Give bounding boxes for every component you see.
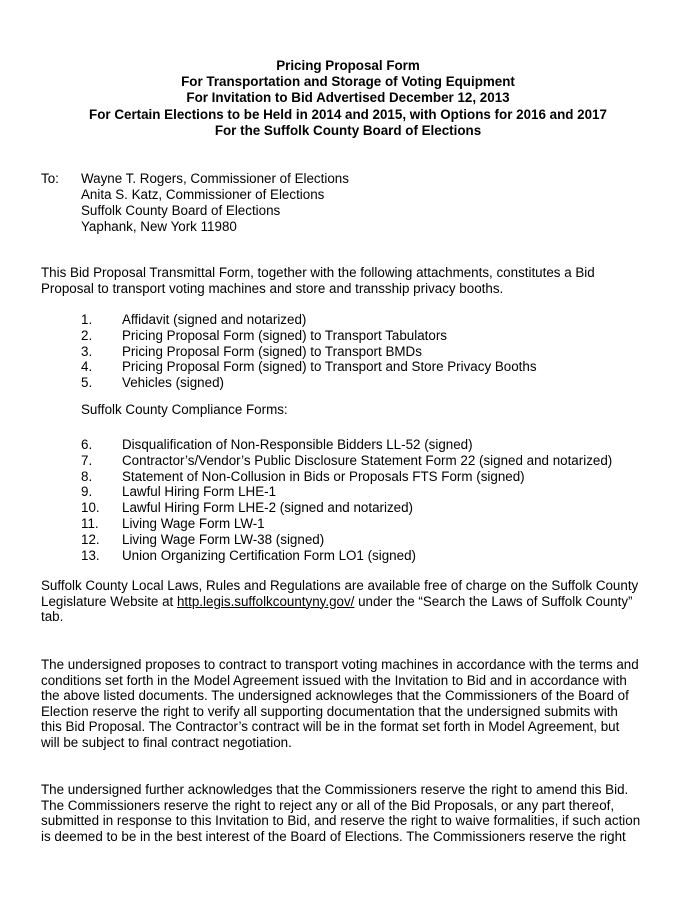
item-text: Vehicles (signed) xyxy=(122,375,224,391)
paragraph-line: Proposal to transport voting machines and store and transship privacy booths. xyxy=(41,280,504,296)
title-line: For Transportation and Storage of Voting Equipment xyxy=(181,74,515,90)
item-number: 4. xyxy=(81,359,93,375)
title-line: For Invitation to Bid Advertised December 12, 2013 xyxy=(186,90,510,106)
addressee-lines xyxy=(81,171,349,235)
item-text: Affidavit (signed and notarized) xyxy=(122,312,307,327)
item-number: 12. xyxy=(81,531,100,547)
item-number: 9. xyxy=(81,484,93,500)
intro-paragraph xyxy=(41,265,661,296)
paragraph-line: will be subject to final contract negotiation. xyxy=(41,734,292,750)
item-text: Disqualification of Non-Responsible Bidders LL-52 (signed) xyxy=(122,437,473,452)
paragraph-line xyxy=(41,594,661,610)
title-line: For Certain Elections to be Held in 2014 and 2015, with Options for 2016 and 2017 xyxy=(89,106,607,122)
laws-text-after-link: under the “Search the Laws of Suffolk County” xyxy=(354,593,633,609)
legislature-website-link[interactable]: http.legis.suffolkcountyny.gov/ xyxy=(176,593,355,609)
to-label: To: xyxy=(41,171,59,186)
item-number: 8. xyxy=(81,468,93,484)
reserve-paragraph xyxy=(41,782,661,844)
title-line: Pricing Proposal Form xyxy=(276,58,420,73)
proposal-paragraph xyxy=(41,657,661,750)
paragraph-line: This Bid Proposal Transmittal Form, together with the following attachments, constitutes a Bid xyxy=(41,265,595,280)
item-number: 2. xyxy=(81,327,93,343)
item-text: Pricing Proposal Form (signed) to Transport and Store Privacy Booths xyxy=(122,359,537,375)
paragraph-line: this Bid Proposal. The Contractor’s contract will be in the format set forth in Model Agreement, but xyxy=(41,719,620,734)
item-text: Statement of Non-Collusion in Bids or Proposals FTS Form (signed) xyxy=(122,468,525,484)
paragraph-line: is deemed to be in the best interest of the Board of Elections. The Commissioners reserve the right xyxy=(41,828,626,844)
item-text: Pricing Proposal Form (signed) to Transport Tabulators xyxy=(122,327,447,343)
paragraph-line: conditions set forth in the Model Agreement issued with the Invitation to Bid and in accordance with xyxy=(41,672,627,688)
item-number: 6. xyxy=(81,437,93,452)
item-text: Living Wage Form LW-1 xyxy=(122,515,265,531)
item-number: 13. xyxy=(81,547,100,563)
paragraph-line: The Commissioners reserve the right to reject any or all of the Bid Proposals, or any part thereof, xyxy=(41,797,615,813)
paragraph-line: Election reserve the right to verify all supporting documentation that the undersigned submits with xyxy=(41,703,618,719)
item-text: Contractor’s/Vendor’s Public Disclosure Statement Form 22 (signed and notarized) xyxy=(122,452,613,468)
item-text: Living Wage Form LW-38 (signed) xyxy=(122,531,325,547)
paragraph-line: tab. xyxy=(41,609,64,624)
item-number: 7. xyxy=(81,452,93,468)
addressee-line: Wayne T. Rogers, Commissioner of Elections xyxy=(81,171,349,186)
item-text: Union Organizing Certification Form LO1 (signed) xyxy=(122,547,416,563)
paragraph-line: The undersigned proposes to contract to transport voting machines in accordance with the terms and xyxy=(41,657,639,672)
paragraph-line: Suffolk County Local Laws, Rules and Regulations are available free of charge on the Suffolk County xyxy=(41,578,639,593)
item-number: 5. xyxy=(81,375,93,391)
compliance-heading: Suffolk County Compliance Forms: xyxy=(81,402,288,417)
paragraph-line: submitted in response to this Invitation to Bid, and reserve the right to waive formalities, if such action xyxy=(41,813,641,828)
item-text: Lawful Hiring Form LHE-2 (signed and notarized) xyxy=(122,500,414,516)
paragraph-line: the above listed documents. The undersigned acknowleges that the Commissioners of the Board of xyxy=(41,688,629,703)
title-line: For the Suffolk County Board of Elections xyxy=(214,122,482,138)
item-number: 3. xyxy=(81,343,93,359)
item-text: Lawful Hiring Form LHE-1 xyxy=(122,484,277,500)
laws-paragraph xyxy=(41,578,661,625)
item-number: 10. xyxy=(81,500,100,516)
paragraph-line: The undersigned further acknowledges that the Commissioners reserve the right to amend this Bid. xyxy=(41,782,629,797)
item-number: 11. xyxy=(81,515,99,531)
item-text: Pricing Proposal Form (signed) to Transport BMDs xyxy=(122,343,422,359)
laws-text-before-link: Legislature Website at xyxy=(41,593,177,609)
document-title xyxy=(0,58,696,139)
addressee-line: Anita S. Katz, Commissioner of Elections xyxy=(81,187,325,202)
item-number: 1. xyxy=(81,312,93,327)
addressee-line: Yaphank, New York 11980 xyxy=(81,219,237,234)
addressee-line: Suffolk County Board of Elections xyxy=(81,203,281,218)
